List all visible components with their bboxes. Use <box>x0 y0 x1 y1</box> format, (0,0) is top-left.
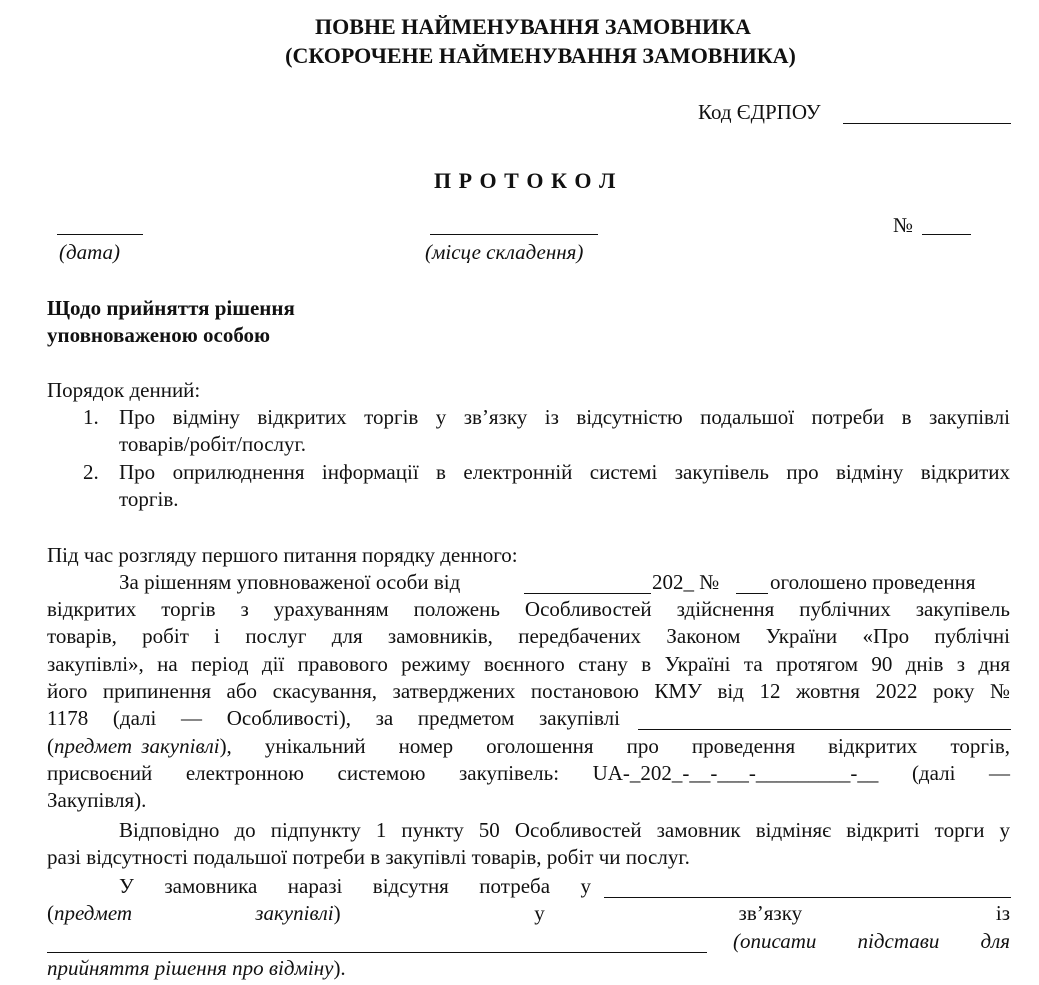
p3-line-4 <box>47 956 346 981</box>
customer-full-name: ПОВНЕ НАЙМЕНУВАННЯ ЗАМОВНИКА <box>315 14 751 39</box>
p1-line-9: Закупівля). <box>47 788 147 812</box>
agenda-item-text: Про оприлюднення інформації в електронній системі закупівель про відміну відкритих <box>119 460 1010 484</box>
p3-reason-blank <box>47 952 707 953</box>
p1-line-7 <box>47 734 1010 759</box>
p1-line-3: товарів, робіт і послуг для замовників, передбачених Законом України «Про публічні <box>47 624 1010 648</box>
number-label: № <box>893 213 914 237</box>
p3-line-2-rest: ) у зв’язку із <box>333 901 1010 925</box>
place-blank <box>430 234 598 235</box>
p1-line-1b: 202_ № <box>652 570 720 594</box>
p1-line-6: 1178 (далі — Особливості), за предметом закупівлі <box>47 706 620 730</box>
edrpou-label: Код ЄДРПОУ <box>698 100 821 124</box>
p1-line-5: його припинення або скасування, затверджених постановою КМУ від 12 жовтня 2022 року № <box>47 679 1010 703</box>
p2-line-1: Відповідно до підпункту 1 пункту 50 Особливостей замовник відміняє відкриті торги у <box>119 818 1010 842</box>
agenda-item-text-cont: товарів/робіт/послуг. <box>119 432 307 456</box>
agenda-item-number: 2. <box>83 460 99 484</box>
p1-line-7-open: ( <box>47 734 54 758</box>
procurement-subject-caption: предмет закупівлі <box>54 734 220 758</box>
subject-line-2: уповноваженою особою <box>47 323 271 347</box>
agenda-item-number: 1. <box>83 405 99 429</box>
customer-short-name: (СКОРОЧЕНЕ НАЙМЕНУВАННЯ ЗАМОВНИКА) <box>285 43 796 68</box>
p3-line-1: У замовника наразі відсутня потреба у <box>119 874 591 898</box>
p1-date-blank <box>524 593 651 594</box>
agenda-item-text-cont: торгів. <box>119 487 179 511</box>
p1-line-1c: оголошено проведення <box>770 570 976 594</box>
procurement-subject-blank <box>638 729 1011 730</box>
agenda-item-text: Про відміну відкритих торгів у зв’язку із відсутністю подальшої потреби в закупівлі <box>119 405 1010 429</box>
p3-line-4-end: ). <box>333 956 346 980</box>
protocol-title: П Р О Т О К О Л <box>434 168 617 193</box>
body-intro: Під час розгляду першого питання порядку денного: <box>47 543 518 567</box>
p3-subject-blank <box>604 897 1011 898</box>
p1-line-1a: За рішенням уповноваженої особи від <box>119 570 461 594</box>
number-blank <box>922 234 971 235</box>
p2-line-2: разі відсутності подальшої потреби в закупівлі товарів, робіт чи послуг. <box>47 845 690 869</box>
p1-number-blank <box>736 593 768 594</box>
p1-line-4: закупівлі», на період дії правового режиму воєнного стану в Україні та протягом 90 днів з дня <box>47 652 1010 676</box>
edrpou-blank <box>843 123 1011 124</box>
date-blank <box>57 234 143 235</box>
place-caption: (місце складення) <box>425 240 584 264</box>
p3-subject-caption: предмет закупівлі <box>54 901 334 925</box>
p1-line-8: присвоєний електронною системою закупівель: UA-_202_-__-___-_________-__ (далі — <box>47 761 1010 785</box>
p3-line-3: (описати підстави для <box>733 929 1010 953</box>
date-caption: (дата) <box>59 240 121 264</box>
p3-line-2 <box>47 901 1010 926</box>
agenda-heading: Порядок денний: <box>47 378 201 402</box>
p1-line-7-rest: ), унікальний номер оголошення про проведення відкритих торгів, <box>219 734 1010 758</box>
subject-line-1: Щодо прийняття рішення <box>47 296 295 320</box>
p3-line-4-text: прийняття рішення про відміну <box>47 956 334 980</box>
p3-line-2-open: ( <box>47 901 54 925</box>
p1-line-2: відкритих торгів з урахуванням положень Особливостей здійснення публічних закупівель <box>47 597 1010 621</box>
